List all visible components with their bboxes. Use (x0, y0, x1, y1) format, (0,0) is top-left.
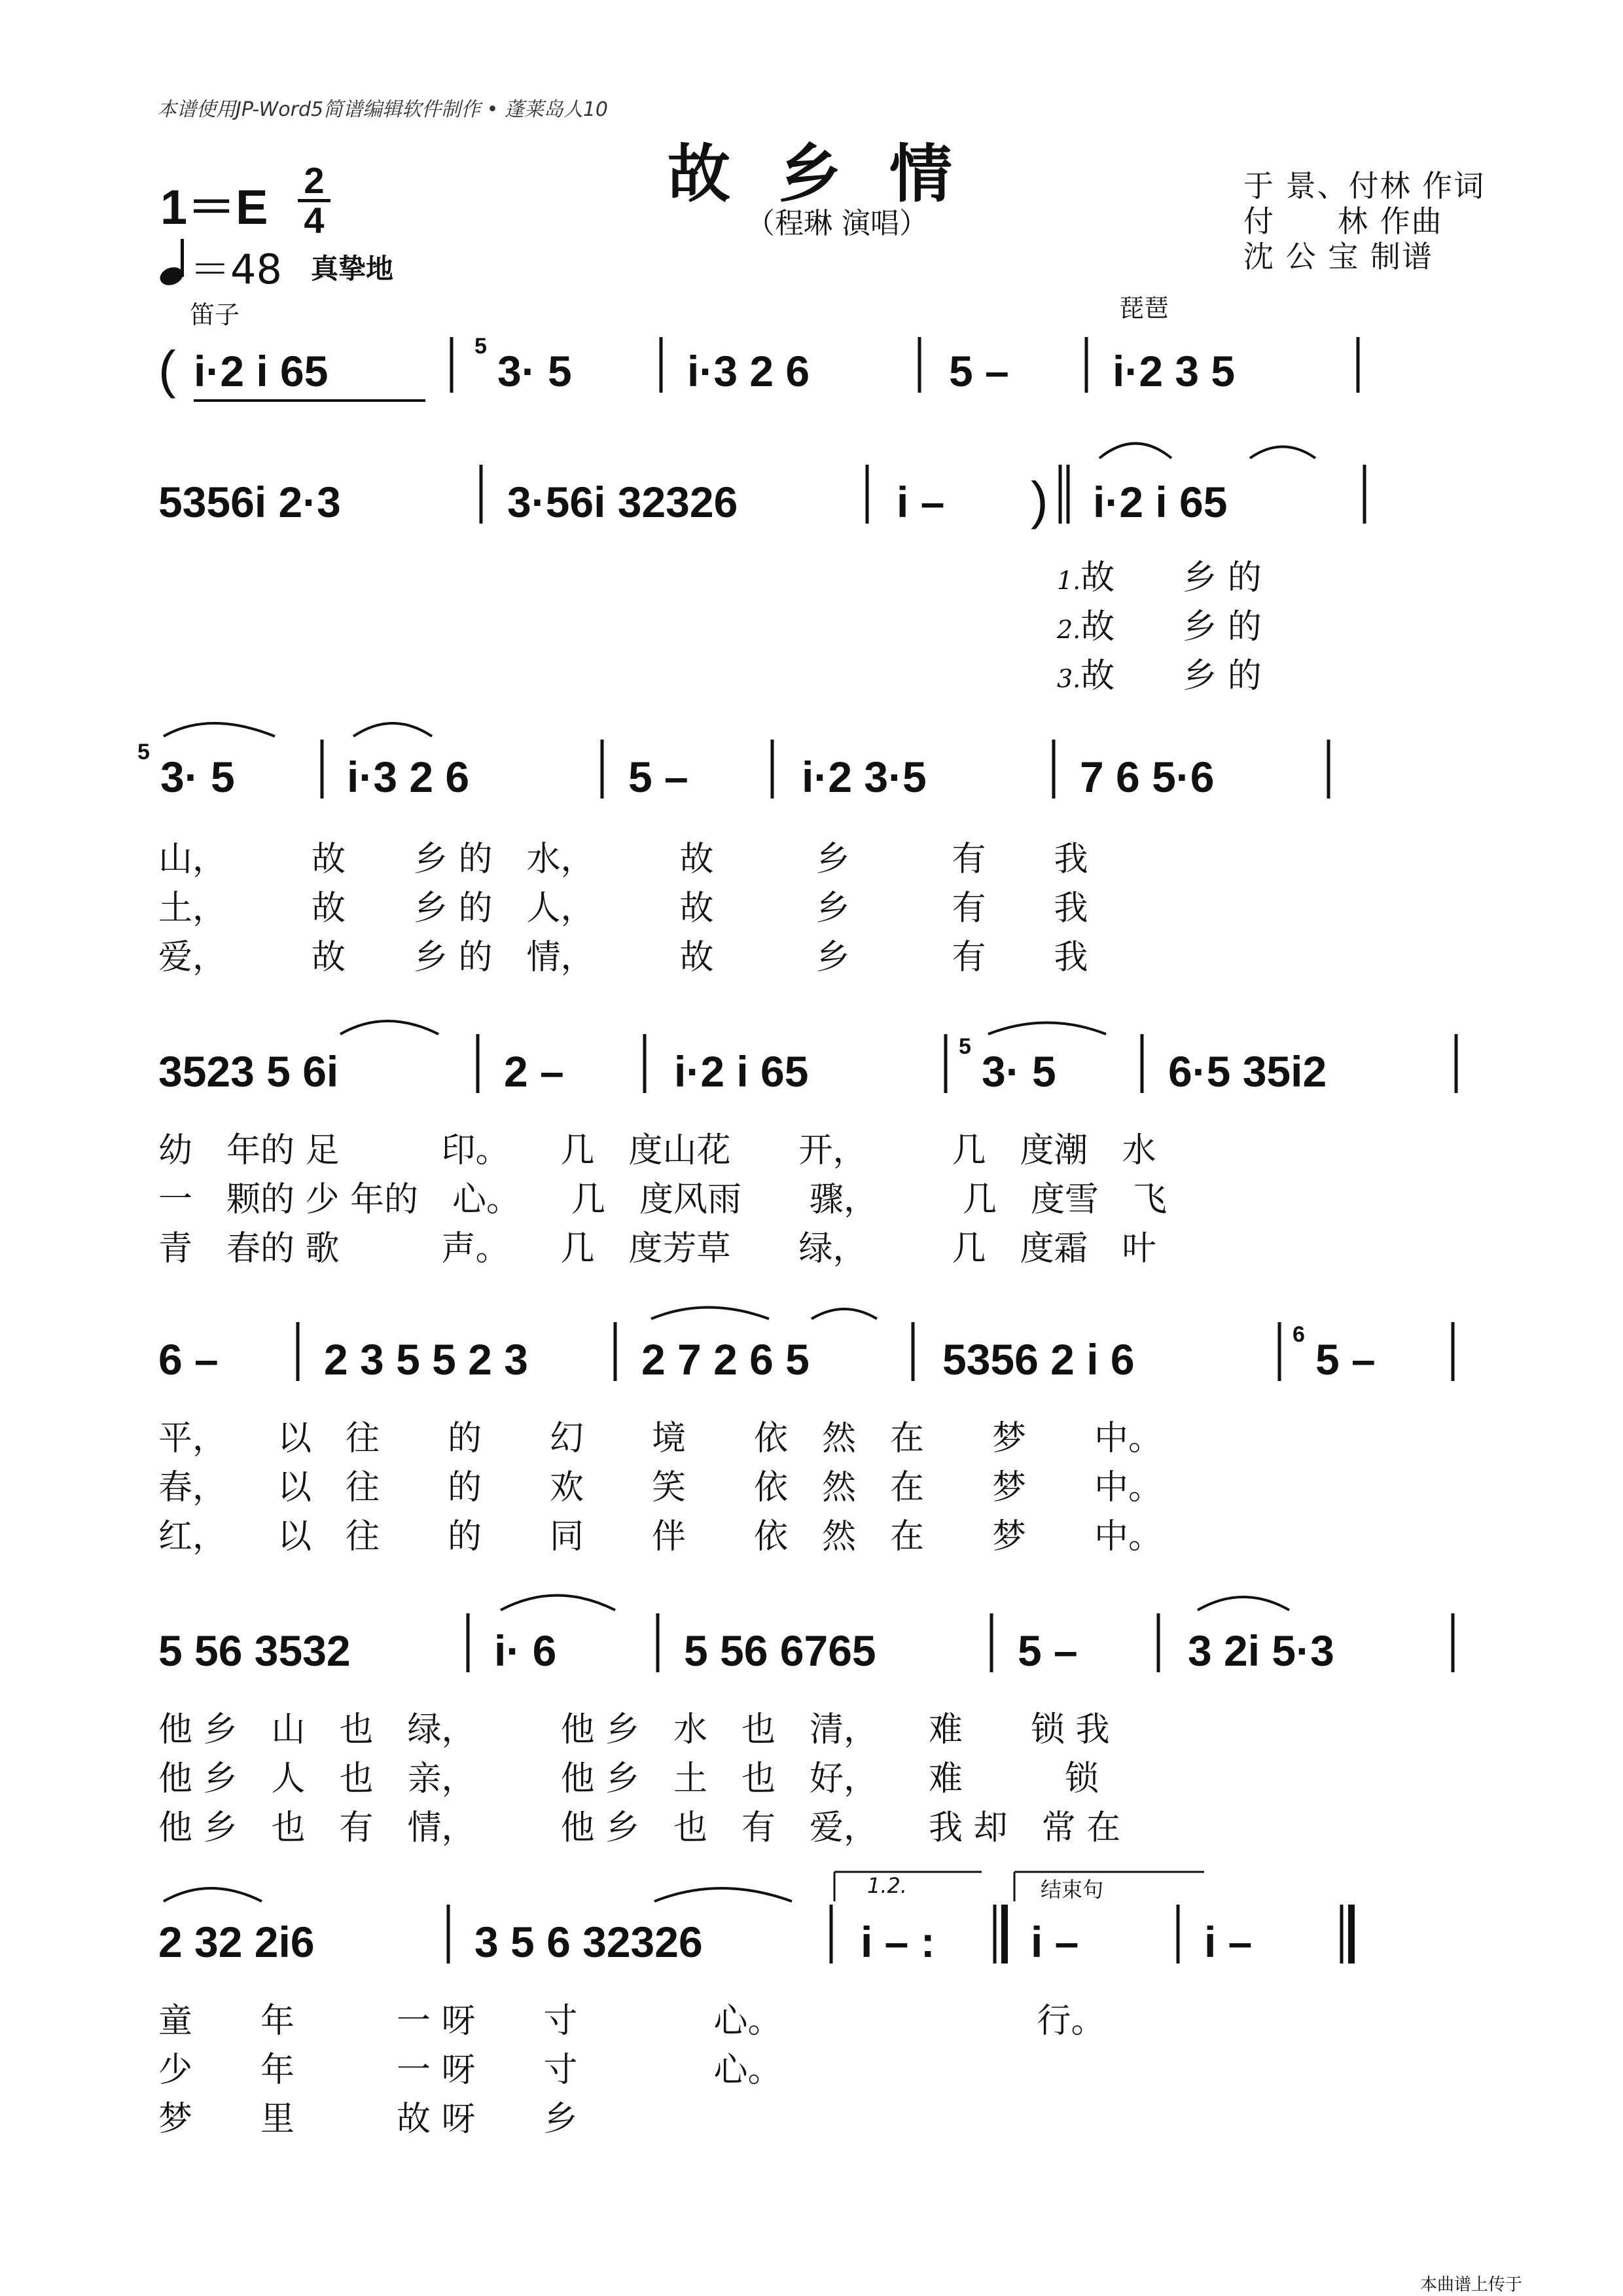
score-row-5 (158, 1308, 1453, 1384)
svg-text:3· 5: 3· 5 (497, 347, 572, 395)
svg-text:7 6 5·6: 7 6 5·6 (1080, 753, 1215, 801)
score-row-2 (158, 444, 1364, 530)
software-note: 本谱使用JP-Word5简谱编辑软件制作 • 蓬莱岛人10 (157, 98, 609, 121)
lyric-row2-verse2: 2.故 乡 的 (1057, 607, 1262, 647)
lyric-row7-verse3: 梦 里 故 呀 乡 (158, 2100, 578, 2139)
svg-text:): ) (1031, 471, 1048, 529)
time-signature: 2 4 (298, 162, 330, 239)
footer-upload-note: 本曲谱上传于 (1420, 2275, 1523, 2295)
svg-text:i·3 2 6: i·3 2 6 (687, 347, 810, 395)
svg-text:i·2 i 65: i·2 i 65 (1093, 478, 1228, 526)
song-subtitle: （程琳 演唱） (746, 207, 928, 240)
svg-text:2 32 2i6: 2 32 2i6 (158, 1918, 315, 1966)
svg-text:6: 6 (1293, 1322, 1305, 1347)
svg-text:5 56 6765: 5 56 6765 (684, 1626, 876, 1675)
svg-text:(: ( (158, 340, 176, 399)
svg-text:i·3 2 6: i·3 2 6 (347, 753, 470, 801)
svg-text:6 –: 6 – (158, 1335, 219, 1384)
credit-transcriber: 沈 公 宝 制谱 (1243, 239, 1433, 274)
score-row-3 (137, 723, 1329, 801)
lyric-row2-verse3: 3.故 乡 的 (1057, 656, 1262, 696)
lyric-row2-verse1: 1.故 乡 的 (1057, 558, 1262, 598)
lyric-row3-verse2: 土， 故 乡 的 人， 故 乡 有 我 (158, 889, 1088, 928)
tempo-value: ＝48 (190, 245, 282, 293)
svg-text:3 5 6 32326: 3 5 6 32326 (474, 1918, 703, 1966)
song-title: 故 乡 情 (668, 137, 965, 211)
svg-text:5 –: 5 – (949, 347, 1009, 395)
svg-text:5 –: 5 – (1315, 1335, 1376, 1384)
instrument-pipa: 琵琶 (1119, 294, 1169, 323)
instrument-dizi: 笛子 (190, 300, 240, 329)
lyric-row5-verse3: 红， 以 往 的 同 伴 依 然 在 梦 中。 (158, 1517, 1163, 1556)
svg-text:2 7 2 6 5: 2 7 2 6 5 (641, 1335, 810, 1384)
svg-text:3· 5: 3· 5 (160, 753, 235, 801)
lyric-row5-verse2: 春， 以 往 的 欢 笑 依 然 在 梦 中。 (158, 1468, 1163, 1507)
score-row-4 (158, 1021, 1456, 1096)
svg-text:5 56 3532: 5 56 3532 (158, 1626, 351, 1675)
volta-ending-label: 结束句 (1041, 1877, 1104, 1902)
svg-text:i· 6: i· 6 (494, 1626, 557, 1675)
svg-text:3· 5: 3· 5 (982, 1047, 1056, 1096)
svg-text:2 3 5 5 2 3: 2 3 5 5 2 3 (324, 1335, 528, 1384)
lyric-row7-verse1: 童 年 一 呀 寸 心。 行。 (158, 2001, 1105, 2041)
lyric-row6-verse2: 他 乡 人 也 亲， 他 乡 土 也 好， 难 锁 (158, 1759, 1099, 1799)
key-signature: 1＝E (160, 180, 268, 234)
lyric-row6-verse3: 他 乡 也 有 情， 他 乡 也 有 爱， 我 却 常 在 (158, 1808, 1121, 1848)
svg-text:3523 5 6i: 3523 5 6i (158, 1047, 339, 1096)
svg-text:5356i 2·3: 5356i 2·3 (158, 478, 341, 526)
svg-text:6·5 35i2: 6·5 35i2 (1168, 1047, 1327, 1096)
svg-text:3 2i 5·3: 3 2i 5·3 (1188, 1626, 1334, 1675)
svg-text:5: 5 (959, 1034, 971, 1059)
svg-text:i·2 3·5: i·2 3·5 (802, 753, 927, 801)
credit-composer: 付 林 作曲 (1243, 204, 1443, 239)
lyric-row3-verse1: 山， 故 乡 的 水， 故 乡 有 我 (158, 840, 1088, 879)
svg-text:5: 5 (474, 334, 487, 359)
score-row-6 (158, 1596, 1453, 1676)
svg-text:5356 2 i 6: 5356 2 i 6 (942, 1335, 1135, 1384)
svg-text:2 –: 2 – (504, 1047, 564, 1096)
lyric-row5-verse1: 平， 以 往 的 幻 境 依 然 在 梦 中。 (158, 1419, 1163, 1458)
svg-text:5: 5 (137, 740, 150, 764)
score-row-1 (158, 334, 1358, 401)
svg-text:5 –: 5 – (1018, 1626, 1078, 1675)
svg-text:i –: i – (897, 478, 945, 526)
svg-text:i·2 3 5: i·2 3 5 (1113, 347, 1236, 395)
tempo-expression: 真挚地 (311, 253, 394, 285)
svg-text:i – :: i – : (861, 1918, 935, 1966)
svg-text:i –: i – (1031, 1918, 1079, 1966)
lyric-row4-verse2: 一 颗的 少 年的 心。 几 度风雨 骤， 几 度雪 飞 (158, 1180, 1168, 1219)
volta-1-2-label: 1.2. (867, 1873, 908, 1898)
credit-lyricist: 于 景、付林 作词 (1243, 168, 1486, 204)
lyric-row6-verse1: 他 乡 山 也 绿， 他 乡 水 也 清， 难 锁 我 (158, 1710, 1110, 1749)
svg-text:i –: i – (1204, 1918, 1253, 1966)
lyric-row4-verse3: 青 春的 歌 声。 几 度芳草 绿， 几 度霜 叶 (158, 1229, 1156, 1268)
svg-text:i·2 i 65: i·2 i 65 (674, 1047, 809, 1096)
score-row-7 (158, 1872, 1351, 1966)
svg-text:i·2 i 65: i·2 i 65 (194, 347, 329, 395)
svg-text:5 –: 5 – (628, 753, 688, 801)
lyric-row7-verse2: 少 年 一 呀 寸 心。 (158, 2051, 782, 2090)
lyric-row4-verse1: 幼 年的 足 印。 几 度山花 开， 几 度潮 水 (158, 1131, 1156, 1170)
svg-text:3·56i 32326: 3·56i 32326 (507, 478, 738, 526)
lyric-row3-verse3: 爱， 故 乡 的 情， 故 乡 有 我 (158, 938, 1088, 977)
